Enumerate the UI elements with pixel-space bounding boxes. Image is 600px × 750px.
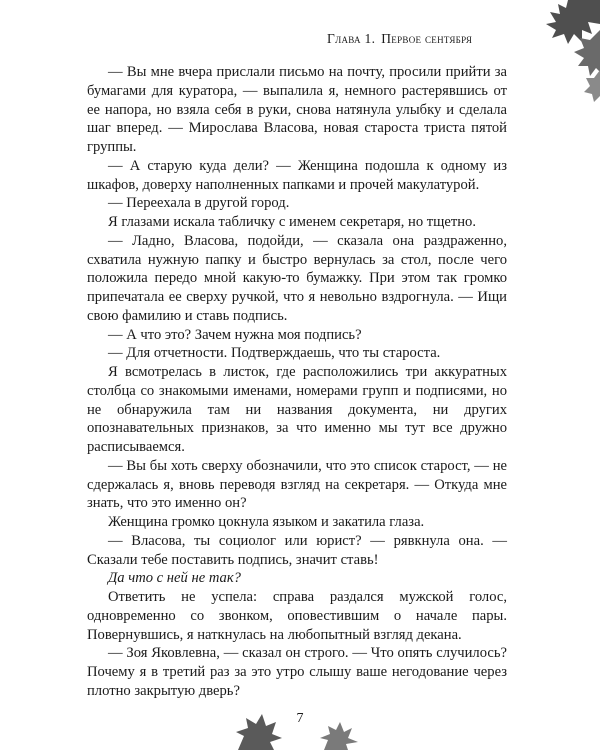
maple-leaves-decoration-top — [508, 0, 600, 110]
paragraph: — Зоя Яковлевна, — сказал он строго. — Что опять случилось? Почему я в третий раз за это утро слышу ваше негодование через плотно закрытую дверь? — [87, 645, 507, 699]
paragraph: — Для отчетности. Подтверждаешь, что ты староста. — [108, 345, 441, 362]
running-head — [327, 31, 527, 47]
paragraph: — А старую куда дели? — Женщина подошла к одному из шкафов, доверху наполненных папками и прочей макулатурой. — [87, 157, 507, 193]
page-number: 7 — [296, 711, 304, 726]
paragraph: — Переехала в другой город. — [108, 195, 290, 212]
paragraph: — Ладно, Власова, подойди, — сказала она раздраженно, схватила нужную папку и быстро вернулась за стол, после чего положила передо мной какую-то бумажку. При этом так громко припечатала ее сверху ручкой, что я невольно вздрогнула. — Ищи свою фамилию и ставь подпись. — [87, 232, 507, 324]
paragraph: — Вы мне вчера прислали письмо на почту, просили прийти за бумагами для куратора, — выпалила я, немного растерявшись от ее напора, но взяла себя в руки, снова натянула улыбку и сделала шаг вперед. — Мирослава Власова, новая староста триста пятой группы. — [87, 64, 507, 155]
chapter-label: Глава 1. — [327, 31, 376, 46]
paragraph-italic-thought: Да что с ней не так? — [108, 570, 241, 587]
paragraph: Женщина громко цокнула языком и закатила глаза. — [108, 514, 425, 530]
paragraph: Я глазами искала табличку с именем секретаря, но тщетно. — [108, 214, 476, 230]
paragraph: — Власова, ты социолог или юрист? — рявкнула она. — Сказали тебе поставить подпись, значит ставь! — [87, 532, 507, 568]
paragraph: Ответить не успела: справа раздался мужской голос, одновременно со звонком, оповестившим о начале пары. Повернувшись, я наткнулась на любопытный взгляд декана. — [87, 589, 507, 643]
paragraph: — Вы бы хоть сверху обозначили, что это список старост, — не сдержалась я, вновь переводя взгляд на секретаря. — Откуда мне знать, что это именно он? — [87, 457, 507, 512]
section-title: Первое сентября — [381, 31, 473, 46]
maple-leaves-decoration-bottom — [228, 700, 378, 750]
paragraph: Я всмотрелась в листок, где расположились три аккуратных столбца со знакомыми именами, номерами групп и подписями, но не обнаружила там ни названия документа, ни других опознавательных признаков, за что именно мы тут все дружно расписываемся. — [87, 364, 507, 455]
body-text — [87, 63, 507, 701]
paragraph: — А что это? Зачем нужна моя подпись? — [108, 326, 362, 343]
